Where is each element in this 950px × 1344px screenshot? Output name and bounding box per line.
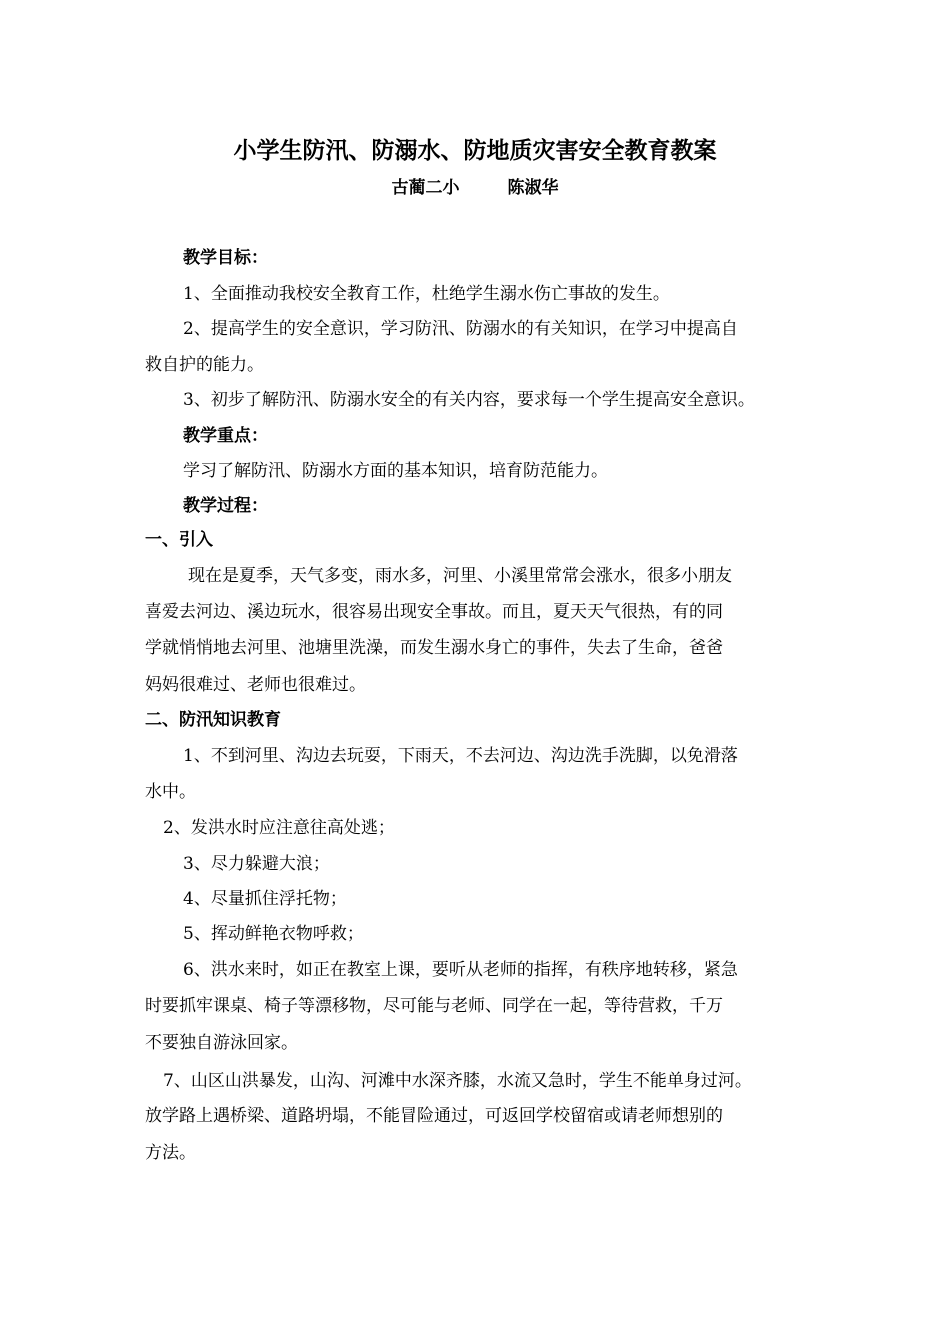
byline [0,176,950,200]
list-item: 4、尽量抓住浮托物； [183,889,347,909]
section-heading-flood-knowledge: 二、防汛知识教育 [145,710,281,730]
list-item: 2、发洪水时应注意往高处逃； [163,818,395,838]
list-item: 3、尽力躲避大浪； [183,854,330,874]
list-item: 6、洪水来时，如正在教室上课，要听从老师的指挥，有秩序地转移，紧急 [183,960,738,980]
section-heading-objectives: 教学目标： [183,248,268,268]
paragraph-line: 3、初步了解防汛、防溺水安全的有关内容，要求每一个学生提高安全意识。 [183,390,755,410]
paragraph-line: 方法。 [145,1143,196,1163]
document-title: 小学生防汛、防溺水、防地质灾害安全教育教案 [233,138,717,164]
paragraph-line: 喜爱去河边、溪边玩水，很容易出现安全事故。而且，夏天天气很热，有的同 [145,602,723,622]
paragraph-line: 1、全面推动我校安全教育工作，杜绝学生溺水伤亡事故的发生。 [183,284,670,304]
paragraph-line: 时要抓牢课桌、椅子等漂移物，尽可能与老师、同学在一起，等待营救，千万 [145,996,723,1016]
school-name: 古蔺二小 [391,178,460,198]
paragraph-line: 现在是夏季，天气多变，雨水多，河里、小溪里常常会涨水，很多小朋友 [188,566,732,586]
paragraph-line: 学习了解防汛、防溺水方面的基本知识，培育防范能力。 [183,461,608,481]
paragraph-line: 学就悄悄地去河里、池塘里洗澡，而发生溺水身亡的事件，失去了生命，爸爸 [145,638,723,658]
paragraph-line: 2、提高学生的安全意识，学习防汛、防溺水的有关知识，在学习中提高自 [183,319,738,339]
section-heading-key-points: 教学重点： [183,426,268,446]
paragraph-line: 1、不到河里、沟边去玩耍，下雨天，不去河边、沟边洗手洗脚，以免滑落 [183,746,738,766]
paragraph-line: 放学路上遇桥梁、道路坍塌，不能冒险通过，可返回学校留宿或请老师想别的 [145,1106,723,1126]
paragraph-line: 妈妈很难过、老师也很难过。 [145,675,366,695]
section-heading-intro: 一、引入 [145,530,213,550]
section-heading-process: 教学过程： [183,496,268,516]
list-item: 7、山区山洪暴发，山沟、河滩中水深齐膝，水流又急时，学生不能单身过河。 [163,1071,752,1091]
list-item: 5、挥动鲜艳衣物呼救； [183,924,364,944]
paragraph-line: 水中。 [145,782,196,802]
author-name: 陈淑华 [507,178,559,198]
paragraph-line: 救自护的能力。 [145,355,264,375]
paragraph-line: 不要独自游泳回家。 [145,1033,298,1053]
